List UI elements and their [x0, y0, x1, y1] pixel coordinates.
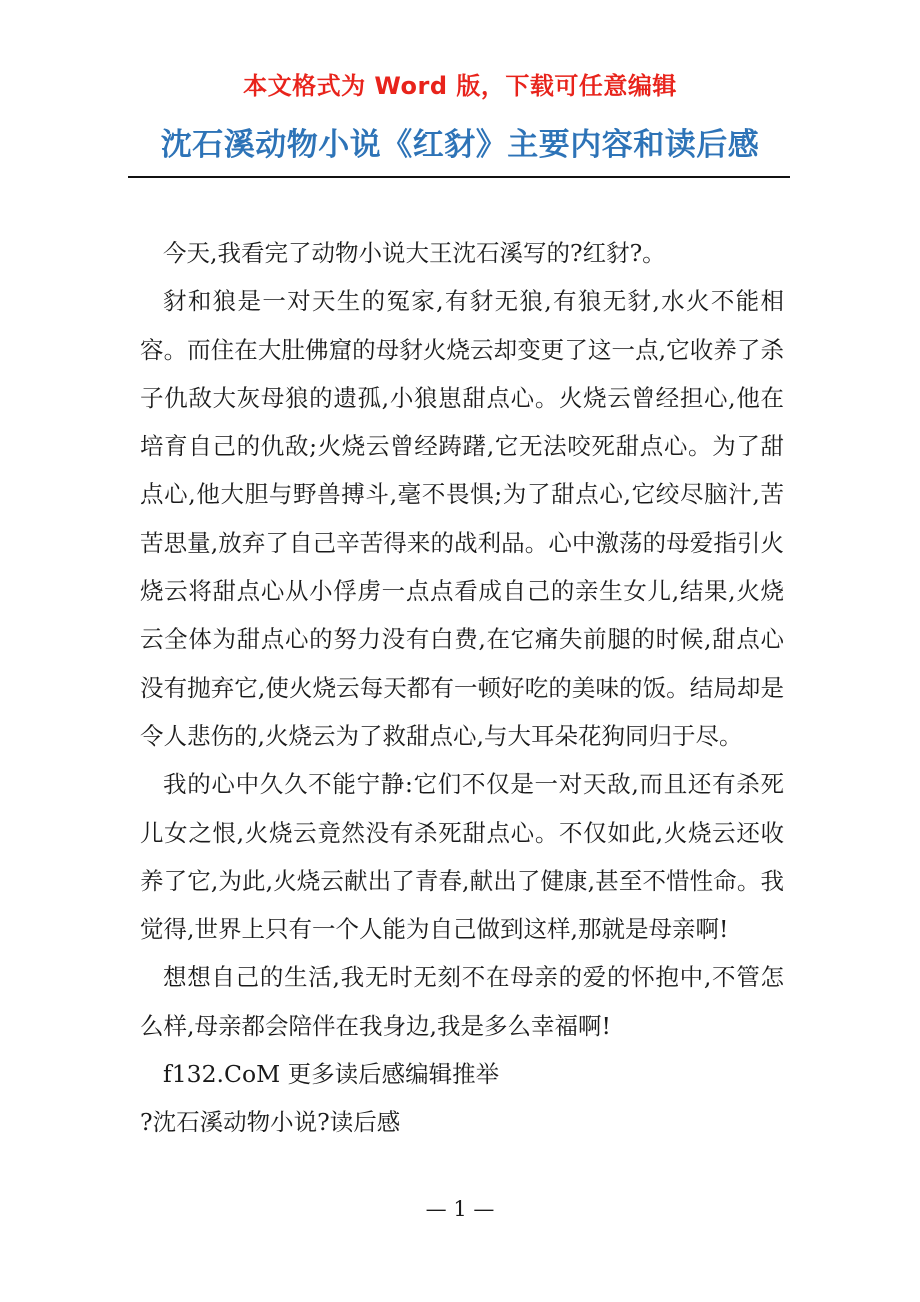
- format-notice-banner: 本文格式为 Word 版，下载可任意编辑: [243, 72, 677, 100]
- document-title: 沈石溪动物小说《红豺》主要内容和读后感: [160, 127, 760, 163]
- page-number: — 1 —: [425, 1197, 495, 1221]
- paragraph-recommendation: f132.CoM 更多读后感编辑推举: [163, 1060, 500, 1089]
- paragraph-summary: 豺和狼是一对天生的冤家,有豺无狼,有狼无豺,水火不能相容。而住在大肚佛窟的母豺火烧云却变更了这一点,它收养了杀子仇敌大灰母狼的遗孤,小狼崽甜点心。火烧云曾经担心,他在培育自己的仇敌;火烧云曾经踌躇,它无法咬死甜点心。为了甜点心,他大胆与野兽搏斗,毫不畏惧;为了甜点心,它绞尽脑汁,苦苦思量,放弃了自己辛苦得来的战利品。心中激荡的母爱指引火烧云将甜点心从小俘虏一点点看成自己的亲生女儿,结果,火烧云全体为甜点心的努力没有白费,在它痛失前腿的时候,甜点心没有抛弃它,使火烧云每天都有一顿好吃的美味的饭。结局却是令人悲伤的,火烧云为了救甜点心,与大耳朵花狗同归于尽。: [140, 287, 784, 750]
- paragraph-intro: 今天,我看完了动物小说大王沈石溪写的?红豺?。: [163, 239, 666, 267]
- paragraph-reflection: 我的心中久久不能宁静:它们不仅是一对天敌,而且还有杀死儿女之恨,火烧云竟然没有杀死甜点心。不仅如此,火烧云还收养了它,为此,火烧云献出了青春,献出了健康,甚至不惜性命。我觉得,世界上只有一个人能为自己做到这样,那就是母亲啊!: [140, 770, 784, 944]
- document-body: [140, 229, 784, 1147]
- paragraph-related-link: ?沈石溪动物小说?读后感: [140, 1108, 401, 1137]
- paragraph-mother-love: 想想自己的生活,我无时无刻不在母亲的爱的怀抱中,不管怎么样,母亲都会陪伴在我身边,我是多么幸福啊!: [140, 963, 784, 1040]
- title-divider: [128, 176, 790, 178]
